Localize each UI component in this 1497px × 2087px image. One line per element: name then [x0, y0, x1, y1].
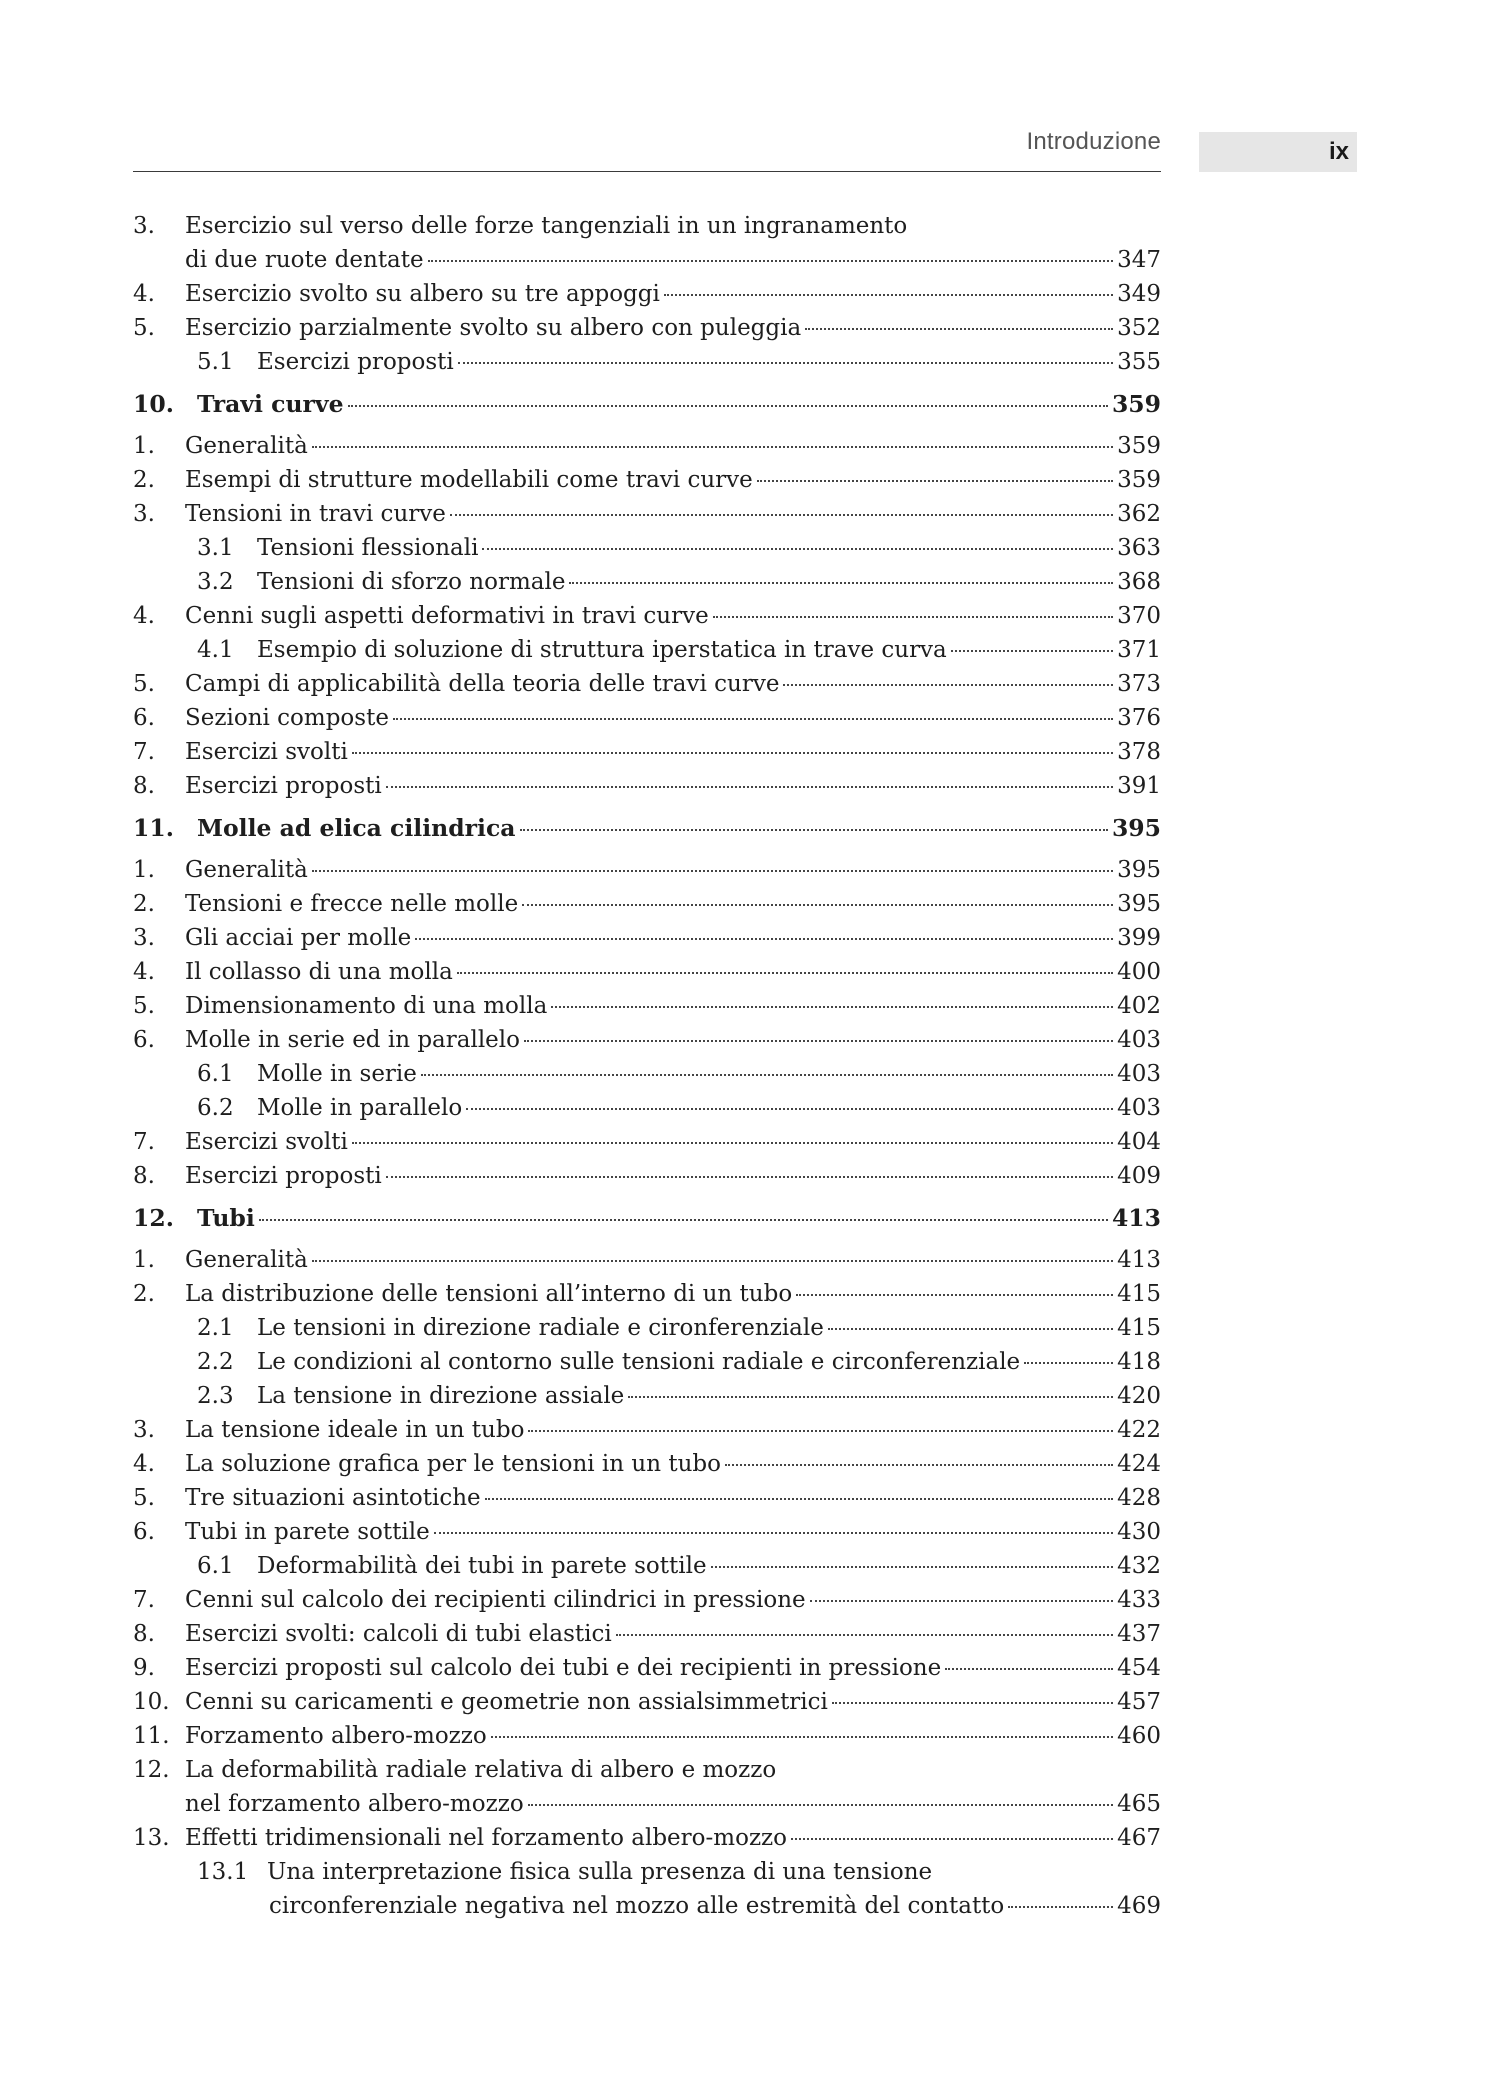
toc-entry-number: 11. [133, 1723, 170, 1749]
toc-entry-row [133, 1345, 1161, 1379]
toc-entry-title: Esercizi proposti [185, 773, 382, 799]
toc-entry-number: 3.2 [197, 569, 234, 595]
toc-dot-leader [757, 479, 1113, 482]
toc-dot-leader [421, 1073, 1113, 1076]
toc-entry-row [133, 429, 1161, 463]
toc-dot-leader [457, 971, 1113, 974]
toc-entry-number: 2.3 [197, 1383, 234, 1409]
toc-entry-number: 5. [133, 315, 155, 341]
toc-entry-number: 13.1 [197, 1859, 249, 1885]
toc-entry-row [133, 1243, 1161, 1277]
toc-entry-page: 467 [1117, 1825, 1161, 1851]
toc-entry-title: Campi di applicabilità della teoria delle travi curve [185, 671, 780, 697]
toc-dot-leader [393, 717, 1113, 720]
toc-entry-row [133, 989, 1161, 1023]
toc-entry-number: 8. [133, 1163, 155, 1189]
toc-entry-row [133, 345, 1161, 379]
toc-entry-page: 378 [1117, 739, 1161, 765]
toc-entry-title: Tensioni flessionali [257, 535, 479, 561]
toc-entry-title: Gli acciai per molle [185, 925, 412, 951]
toc-entry-title: Esercizi proposti [257, 349, 454, 375]
toc-entry-number: 6. [133, 1027, 155, 1053]
toc-entry-page: 465 [1117, 1791, 1161, 1817]
toc-entry-page: 359 [1117, 467, 1161, 493]
toc-entry-title: di due ruote dentate [185, 247, 424, 273]
toc-entry-number: 2.2 [197, 1349, 234, 1375]
toc-dot-leader [945, 1667, 1113, 1670]
toc-entry-number: 9. [133, 1655, 155, 1681]
toc-entry-row [133, 565, 1161, 599]
toc-entry-title: Cenni sul calcolo dei recipienti cilindrici in pressione [185, 1587, 806, 1613]
toc-dot-leader [434, 1531, 1113, 1534]
toc-entry-title: La tensione in direzione assiale [257, 1383, 625, 1409]
toc-entry-page: 457 [1117, 1689, 1161, 1715]
toc-entry-page: 418 [1117, 1349, 1161, 1375]
toc-dot-leader [951, 649, 1113, 652]
toc-entry-row [133, 887, 1161, 921]
toc-entry-row [133, 1549, 1161, 1583]
toc-entry-title: Effetti tridimensionali nel forzamento albero-mozzo [185, 1825, 788, 1851]
toc-dot-leader [352, 1141, 1113, 1144]
toc-entry-number: 3. [133, 501, 155, 527]
toc-entry-page: 371 [1117, 637, 1161, 663]
toc-dot-leader [450, 513, 1113, 516]
toc-entry-page: 395 [1111, 814, 1161, 842]
toc-entry-page: 428 [1117, 1485, 1161, 1511]
toc-entry-title: Tubi in parete sottile [185, 1519, 430, 1545]
page-number: ix [1328, 138, 1349, 165]
toc-dot-leader [569, 581, 1113, 584]
toc-entry-page: 454 [1117, 1655, 1161, 1681]
toc-entry-title: Molle in parallelo [257, 1095, 463, 1121]
toc-entry-page: 399 [1117, 925, 1161, 951]
toc-entry-row [133, 1379, 1161, 1413]
toc-entry-row [133, 1159, 1161, 1193]
toc-dot-leader [466, 1107, 1113, 1110]
toc-entry-number: 11. [133, 814, 174, 842]
toc-entry-page: 400 [1117, 959, 1161, 985]
toc-entry-row [133, 1091, 1161, 1125]
toc-dot-leader [628, 1395, 1113, 1398]
toc-entry-row [133, 1719, 1161, 1753]
toc-entry-number: 6. [133, 1519, 155, 1545]
toc-dot-leader [522, 903, 1113, 906]
toc-entry-title: Deformabilità dei tubi in parete sottile [257, 1553, 707, 1579]
toc-entry-page: 415 [1117, 1315, 1161, 1341]
toc-entry-title: Tensioni di sforzo normale [257, 569, 566, 595]
toc-entry-row [133, 1821, 1161, 1855]
toc-entry-row [133, 1889, 1161, 1923]
toc-entry-title: Molle ad elica cilindrica [197, 814, 516, 842]
toc-dot-leader [828, 1327, 1113, 1330]
toc-dot-leader [312, 1259, 1113, 1262]
toc-entry-number: 2. [133, 1281, 155, 1307]
toc-entry-page: 347 [1117, 247, 1161, 273]
toc-entry-number: 6.2 [197, 1095, 234, 1121]
toc-entry-row [133, 1023, 1161, 1057]
toc-dot-leader [528, 1803, 1113, 1806]
toc-entry-number: 7. [133, 1129, 155, 1155]
toc-entry-title: Esercizi proposti sul calcolo dei tubi e dei recipienti in pressione [185, 1655, 942, 1681]
toc-entry-title: Molle in serie ed in parallelo [185, 1027, 520, 1053]
toc-dot-leader [524, 1039, 1113, 1042]
toc-entry-title: Una interpretazione fisica sulla presenza di una tensione [267, 1859, 933, 1885]
toc-entry-number: 3. [133, 925, 155, 951]
toc-entry-title: La soluzione grafica per le tensioni in un tubo [185, 1451, 721, 1477]
toc-entry-row [133, 1855, 1161, 1889]
toc-entry-title: La deformabilità radiale relativa di albero e mozzo [185, 1757, 777, 1783]
toc-entry-row [133, 1651, 1161, 1685]
toc-entry-number: 6. [133, 705, 155, 731]
toc-entry-row [133, 497, 1161, 531]
toc-entry-title: Generalità [185, 1247, 308, 1273]
toc-entry-row [133, 769, 1161, 803]
toc-entry-title: Cenni sugli aspetti deformativi in travi curve [185, 603, 709, 629]
toc-entry-title: Esercizio sul verso delle forze tangenziali in un ingranamento [185, 213, 908, 239]
toc-entry-number: 2. [133, 891, 155, 917]
toc-chapter-row [133, 1193, 1161, 1243]
toc-entry-number: 6.1 [197, 1553, 234, 1579]
toc-entry-title: Esercizi proposti [185, 1163, 382, 1189]
toc-entry-title: Dimensionamento di una molla [185, 993, 548, 1019]
toc-entry-title: Esempi di strutture modellabili come travi curve [185, 467, 753, 493]
toc-entry-row [133, 1617, 1161, 1651]
toc-dot-leader [1024, 1361, 1113, 1364]
toc-entry-page: 460 [1117, 1723, 1161, 1749]
toc-entry-number: 4. [133, 1451, 155, 1477]
toc-entry-title: Le condizioni al contorno sulle tensioni radiale e circonferenziale [257, 1349, 1021, 1375]
toc-entry-row [133, 853, 1161, 887]
toc-entry-number: 5. [133, 1485, 155, 1511]
toc-entry-row [133, 243, 1161, 277]
toc-dot-leader [713, 615, 1113, 618]
toc-entry-title: nel forzamento albero-mozzo [185, 1791, 524, 1817]
toc-entry-title: Il collasso di una molla [185, 959, 453, 985]
toc-dot-leader [711, 1565, 1114, 1568]
toc-entry-number: 1. [133, 1247, 155, 1273]
toc-dot-leader [520, 828, 1108, 831]
toc-entry-page: 424 [1117, 1451, 1161, 1477]
toc-entry-row [133, 1481, 1161, 1515]
page-number-tab [1199, 132, 1357, 172]
toc-entry-number: 1. [133, 857, 155, 883]
toc-entry-page: 403 [1117, 1027, 1161, 1053]
toc-entry-page: 376 [1117, 705, 1161, 731]
toc-entry-number: 4. [133, 603, 155, 629]
toc-entry-title: Tre situazioni asintotiche [185, 1485, 481, 1511]
table-of-contents [133, 209, 1161, 1923]
toc-entry-page: 420 [1117, 1383, 1161, 1409]
toc-chapter-row [133, 379, 1161, 429]
toc-entry-row [133, 1413, 1161, 1447]
toc-entry-title: Esempio di soluzione di struttura iperstatica in trave curva [257, 637, 947, 663]
toc-chapter-row [133, 803, 1161, 853]
toc-dot-leader [415, 937, 1113, 940]
toc-entry-number: 2. [133, 467, 155, 493]
toc-entry-number: 10. [133, 1689, 170, 1715]
toc-dot-leader [783, 683, 1113, 686]
toc-entry-row [133, 667, 1161, 701]
toc-dot-leader [805, 327, 1113, 330]
toc-dot-leader [791, 1837, 1113, 1840]
toc-dot-leader [664, 293, 1113, 296]
toc-entry-number: 10. [133, 390, 174, 418]
toc-dot-leader [386, 1175, 1113, 1178]
toc-entry-number: 12. [133, 1757, 170, 1783]
toc-entry-page: 395 [1117, 891, 1161, 917]
toc-entry-row [133, 463, 1161, 497]
toc-entry-page: 403 [1117, 1061, 1161, 1087]
toc-entry-row [133, 209, 1161, 243]
toc-entry-row [133, 1787, 1161, 1821]
toc-entry-title: Esercizi svolti [185, 739, 348, 765]
toc-entry-page: 362 [1117, 501, 1161, 527]
toc-dot-leader [352, 751, 1113, 754]
toc-entry-title: Cenni su caricamenti e geometrie non assialsimmetrici [185, 1689, 828, 1715]
toc-entry-number: 12. [133, 1204, 174, 1232]
toc-entry-row [133, 277, 1161, 311]
toc-entry-number: 3.1 [197, 535, 234, 561]
toc-entry-title: Esercizi svolti [185, 1129, 348, 1155]
toc-entry-number: 4. [133, 959, 155, 985]
toc-entry-number: 5.1 [197, 349, 234, 375]
toc-dot-leader [832, 1701, 1113, 1704]
toc-entry-title: La tensione ideale in un tubo [185, 1417, 525, 1443]
toc-entry-title: Tensioni in travi curve [185, 501, 446, 527]
toc-entry-row [133, 1447, 1161, 1481]
toc-entry-page: 363 [1117, 535, 1161, 561]
toc-dot-leader [312, 445, 1113, 448]
toc-entry-page: 430 [1117, 1519, 1161, 1545]
toc-entry-row [133, 701, 1161, 735]
toc-entry-title: La distribuzione delle tensioni all’interno di un tubo [185, 1281, 793, 1307]
toc-entry-number: 5. [133, 671, 155, 697]
toc-entry-page: 402 [1117, 993, 1161, 1019]
toc-entry-page: 469 [1117, 1893, 1161, 1919]
toc-entry-title: Tensioni e frecce nelle molle [185, 891, 519, 917]
toc-entry-title: Molle in serie [257, 1061, 417, 1087]
toc-dot-leader [1008, 1905, 1113, 1908]
toc-entry-row [133, 1685, 1161, 1719]
toc-entry-number: 4.1 [197, 637, 234, 663]
toc-entry-page: 359 [1111, 390, 1161, 418]
toc-dot-leader [312, 869, 1113, 872]
toc-dot-leader [348, 404, 1108, 407]
toc-entry-page: 437 [1117, 1621, 1161, 1647]
toc-entry-page: 395 [1117, 857, 1161, 883]
toc-entry-number: 7. [133, 739, 155, 765]
toc-dot-leader [259, 1218, 1108, 1221]
toc-entry-number: 4. [133, 281, 155, 307]
toc-entry-row [133, 1057, 1161, 1091]
toc-entry-page: 403 [1117, 1095, 1161, 1121]
running-header-title: Introduzione [1026, 128, 1161, 155]
toc-dot-leader [551, 1005, 1113, 1008]
toc-entry-page: 370 [1117, 603, 1161, 629]
toc-entry-page: 359 [1117, 433, 1161, 459]
toc-dot-leader [491, 1735, 1113, 1738]
toc-entry-title: Tubi [197, 1204, 255, 1232]
toc-entry-row [133, 1125, 1161, 1159]
toc-entry-title: circonferenziale negativa nel mozzo alle estremità del contatto [269, 1893, 1005, 1919]
toc-entry-page: 422 [1117, 1417, 1161, 1443]
toc-entry-row [133, 1515, 1161, 1549]
toc-dot-leader [528, 1429, 1113, 1432]
toc-entry-number: 13. [133, 1825, 170, 1851]
toc-entry-title: Esercizio parzialmente svolto su albero con puleggia [185, 315, 802, 341]
toc-entry-row [133, 311, 1161, 345]
toc-entry-page: 355 [1117, 349, 1161, 375]
toc-entry-page: 368 [1117, 569, 1161, 595]
toc-entry-row [133, 1311, 1161, 1345]
toc-entry-title: Esercizi svolti: calcoli di tubi elastici [185, 1621, 612, 1647]
toc-entry-number: 2.1 [197, 1315, 234, 1341]
toc-dot-leader [616, 1633, 1113, 1636]
toc-entry-title: Sezioni composte [185, 705, 389, 731]
toc-entry-row [133, 1583, 1161, 1617]
toc-entry-page: 433 [1117, 1587, 1161, 1613]
toc-entry-row [133, 633, 1161, 667]
toc-entry-row [133, 1277, 1161, 1311]
toc-entry-page: 352 [1117, 315, 1161, 341]
toc-dot-leader [485, 1497, 1113, 1500]
toc-entry-page: 404 [1117, 1129, 1161, 1155]
toc-entry-page: 415 [1117, 1281, 1161, 1307]
toc-entry-page: 432 [1117, 1553, 1161, 1579]
toc-dot-leader [482, 547, 1113, 550]
toc-entry-row [133, 955, 1161, 989]
toc-entry-row [133, 735, 1161, 769]
toc-dot-leader [458, 361, 1113, 364]
toc-entry-title: Generalità [185, 433, 308, 459]
toc-dot-leader [428, 259, 1113, 262]
toc-entry-number: 3. [133, 1417, 155, 1443]
toc-entry-title: Esercizio svolto su albero su tre appoggi [185, 281, 660, 307]
toc-entry-page: 373 [1117, 671, 1161, 697]
toc-entry-row [133, 599, 1161, 633]
toc-entry-page: 413 [1111, 1204, 1161, 1232]
toc-dot-leader [810, 1599, 1113, 1602]
toc-dot-leader [796, 1293, 1113, 1296]
header-rule [133, 171, 1161, 172]
toc-entry-number: 6.1 [197, 1061, 234, 1087]
toc-entry-number: 8. [133, 773, 155, 799]
toc-entry-row [133, 1753, 1161, 1787]
toc-entry-row [133, 921, 1161, 955]
toc-entry-title: Generalità [185, 857, 308, 883]
toc-entry-title: Forzamento albero-mozzo [185, 1723, 487, 1749]
toc-entry-number: 7. [133, 1587, 155, 1613]
toc-entry-row [133, 531, 1161, 565]
toc-entry-number: 1. [133, 433, 155, 459]
toc-entry-page: 349 [1117, 281, 1161, 307]
toc-entry-page: 391 [1117, 773, 1161, 799]
toc-dot-leader [725, 1463, 1113, 1466]
toc-entry-page: 409 [1117, 1163, 1161, 1189]
toc-entry-title: Le tensioni in direzione radiale e cironferenziale [257, 1315, 824, 1341]
toc-dot-leader [386, 785, 1113, 788]
toc-entry-number: 3. [133, 213, 155, 239]
toc-entry-number: 5. [133, 993, 155, 1019]
toc-entry-page: 413 [1117, 1247, 1161, 1273]
toc-entry-title: Travi curve [197, 390, 344, 418]
toc-entry-number: 8. [133, 1621, 155, 1647]
